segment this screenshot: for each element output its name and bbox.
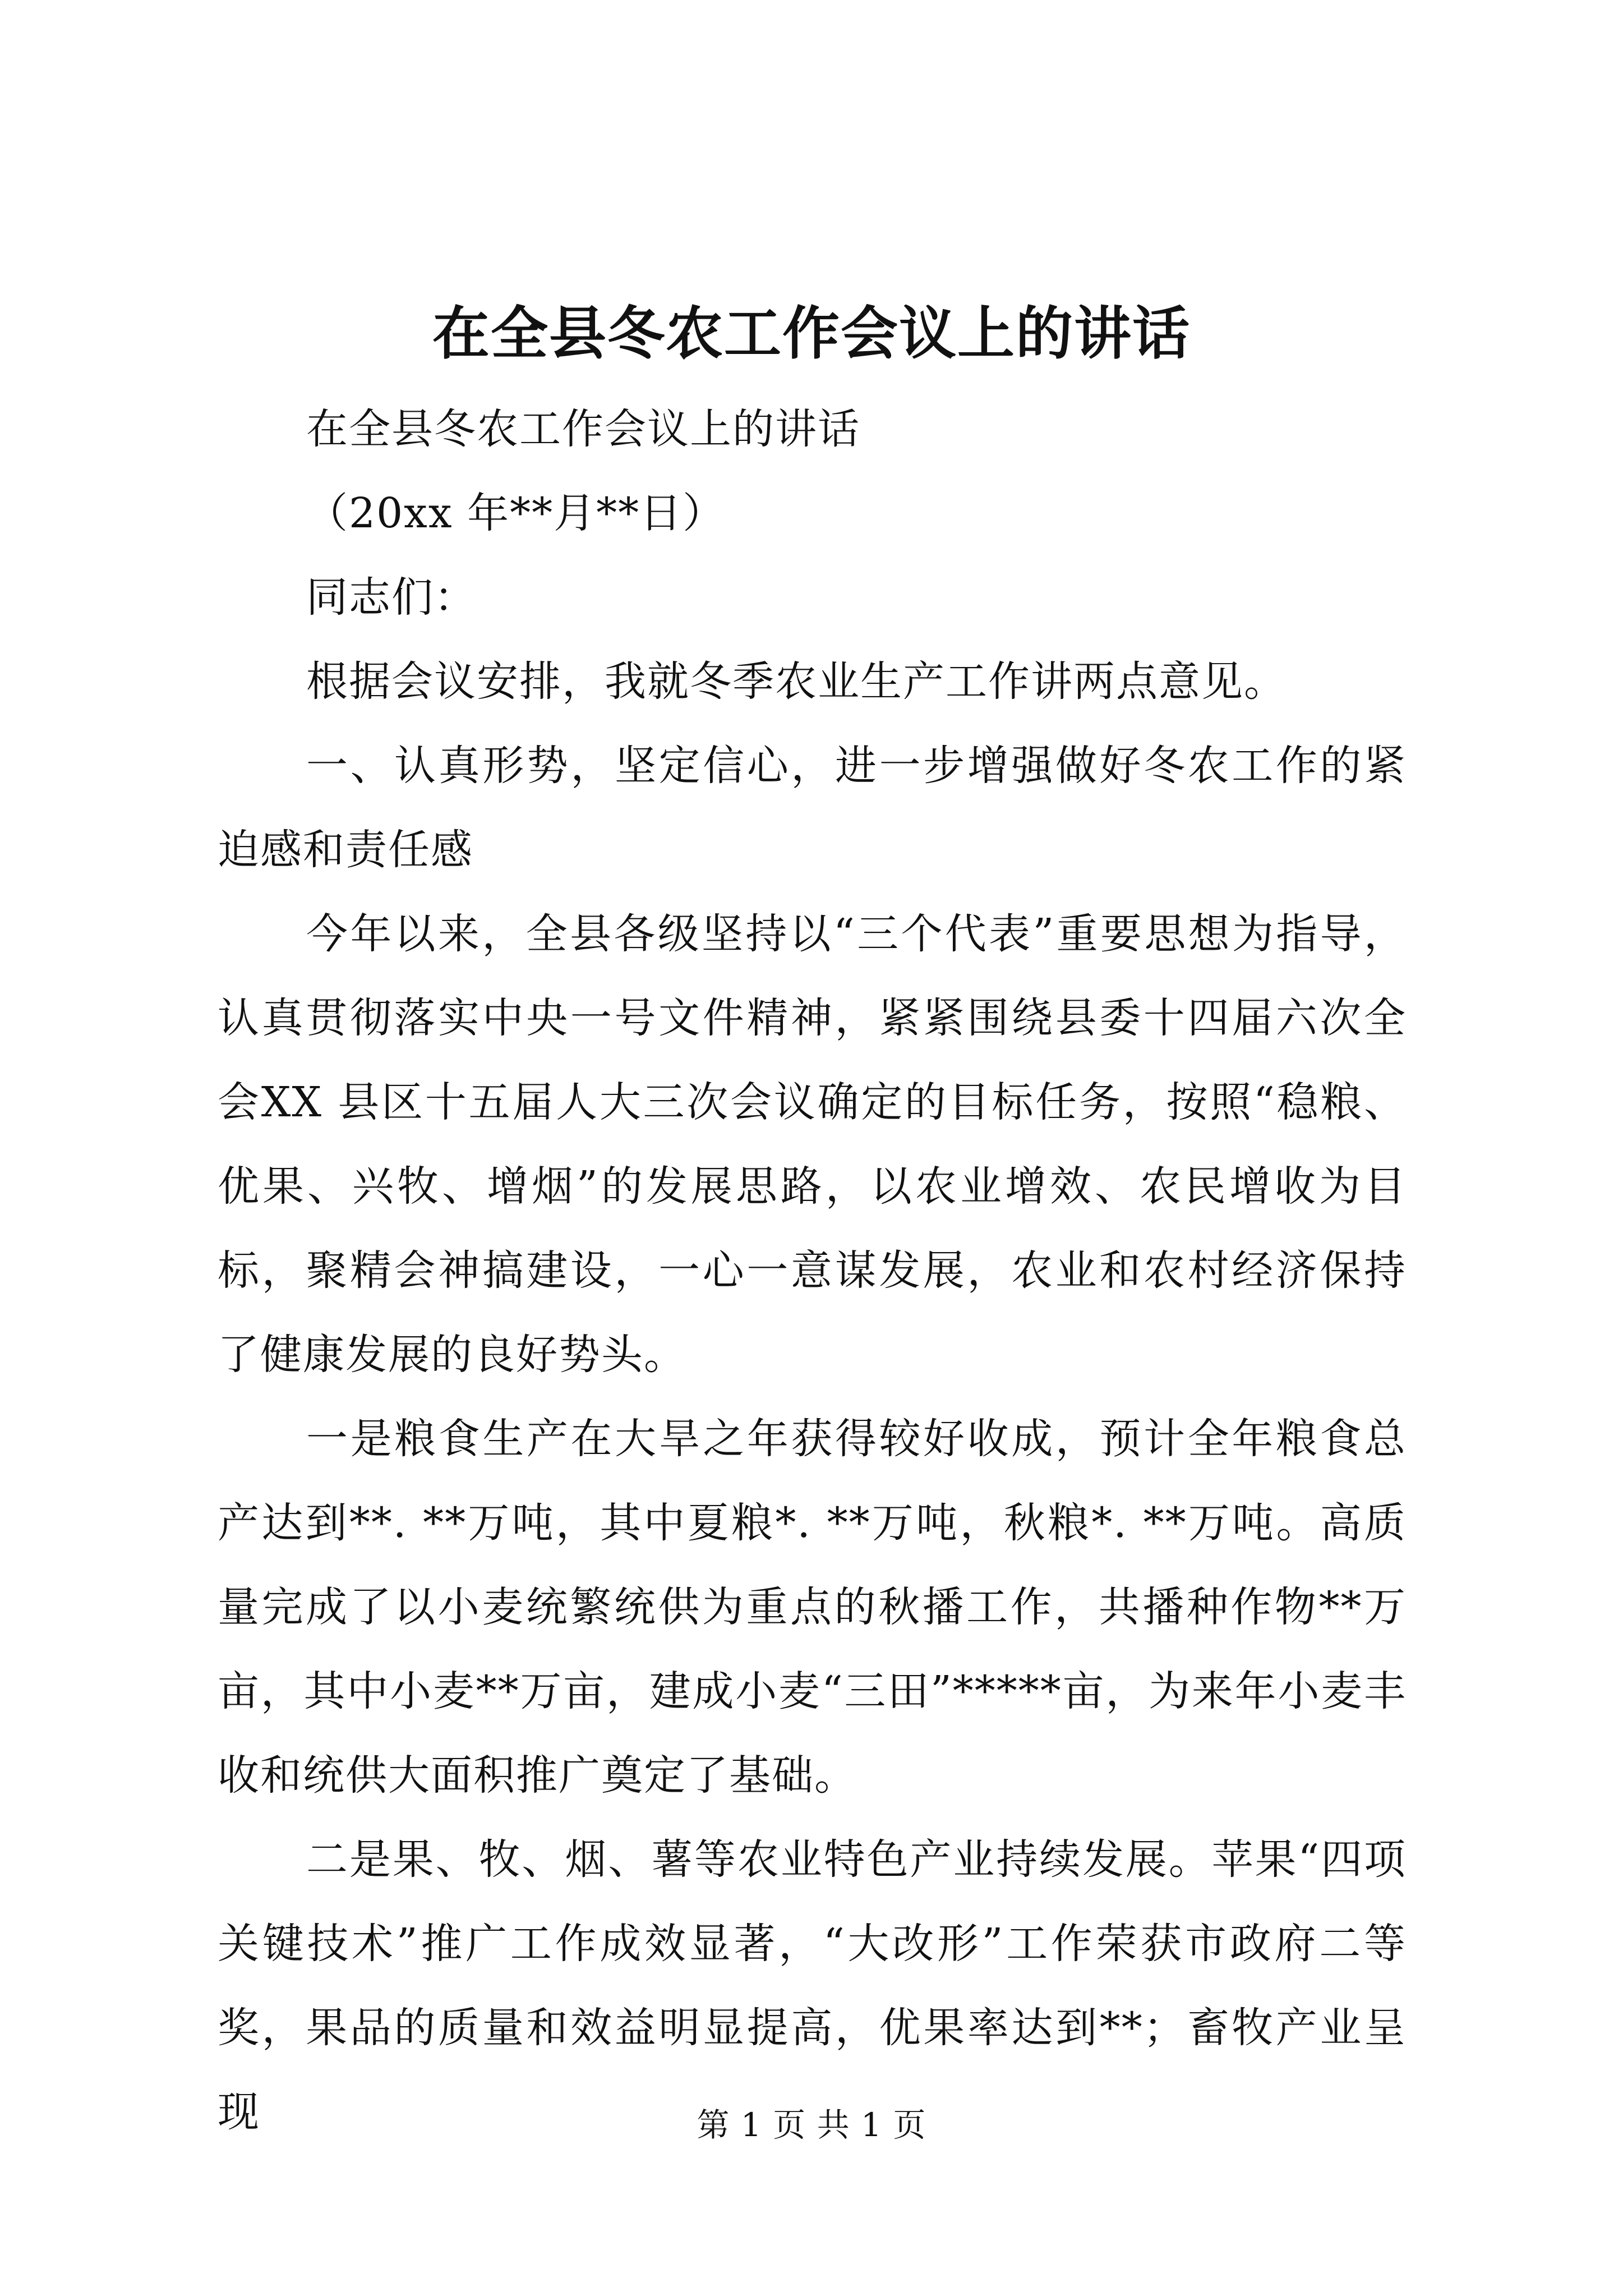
document-title: 在全县冬农工作会议上的讲话 (432, 300, 1191, 367)
salutation-paragraph: 同志们： (306, 573, 477, 622)
subtitle-paragraph: 在全县冬农工作会议上的讲话 (306, 405, 860, 453)
body-paragraph: 一是粮食生产在大旱之年获得较好收成，预计全年粮食总产达到**. **万吨，其中夏粮*. **万吨，秋粮*. **万吨。高质量完成了以小麦统繁统供为重点的秋播工作，共播种作物**万亩，其中小麦**万亩，建成小麦“三田”*****亩，为来年小麦丰收和统供大面积推广奠定了基础。 (218, 1415, 1407, 1800)
body-paragraph: 二是果、牧、烟、薯等农业特色产业持续发展。苹果“四项关键技术”推广工作成效显著，“大改形”工作荣获市政府二等奖，果品的质量和效益明显提高，优果率达到**；畜牧产业呈现 (218, 1835, 1407, 2136)
date-paragraph: （20xx 年**月**日） (306, 489, 726, 537)
section-heading-1: 一、认真形势，坚定信心，进一步增强做好冬农工作的紧迫感和责任感 (218, 742, 1407, 874)
page-footer: 第 1 页 共 1 页 (697, 2106, 926, 2144)
intro-paragraph: 根据会议安排，我就冬季农业生产工作讲两点意见。 (306, 657, 1287, 706)
body-paragraph: 今年以来，全县各级坚持以“三个代表”重要思想为指导，认真贯彻落实中央一号文件精神，紧紧围绕县委十四届六次全会XX 县区十五届人大三次会议确定的目标任务，按照“稳粮、优果、兴牧、增烟”的发展思路，以农业增效、农民增收为目标，聚精会神搞建设，一心一意谋发展，农业和农村经济保持了健康发展的良好势头。 (218, 910, 1407, 1379)
document-body (218, 387, 1407, 2154)
